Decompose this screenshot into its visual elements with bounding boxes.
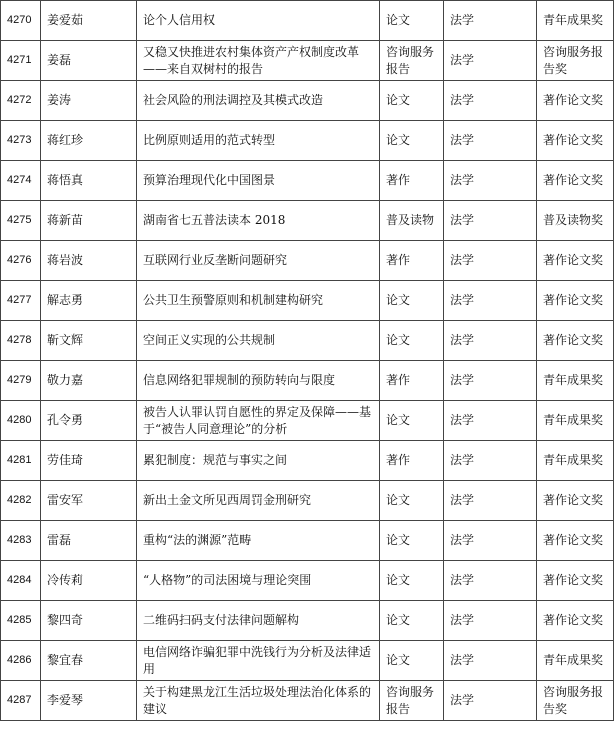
cell-award: 咨询服务报告奖 xyxy=(537,681,614,721)
cell-name: 雷磊 xyxy=(41,521,137,561)
cell-title: 被告人认罪认罚自愿性的界定及保障——基于“被告人同意理论”的分析 xyxy=(137,401,380,441)
cell-award: 著作论文奖 xyxy=(537,601,614,641)
cell-type: 论文 xyxy=(380,81,444,121)
table-body xyxy=(1,1,614,721)
cell-type: 著作 xyxy=(380,241,444,281)
cell-title: 空间正义实现的公共规制 xyxy=(137,321,380,361)
cell-title: 又稳又快推进农村集体资产产权制度改革——来自双树村的报告 xyxy=(137,41,380,81)
cell-award: 著作论文奖 xyxy=(537,481,614,521)
cell-type: 普及读物 xyxy=(380,201,444,241)
cell-field: 法学 xyxy=(444,161,537,201)
table-row xyxy=(1,481,614,521)
cell-award: 青年成果奖 xyxy=(537,641,614,681)
cell-award: 青年成果奖 xyxy=(537,361,614,401)
cell-title: 比例原则适用的范式转型 xyxy=(137,121,380,161)
cell-type: 著作 xyxy=(380,361,444,401)
cell-award: 著作论文奖 xyxy=(537,81,614,121)
cell-title: 公共卫生预警原则和机制建构研究 xyxy=(137,281,380,321)
cell-name: 劳佳琦 xyxy=(41,441,137,481)
table-row xyxy=(1,641,614,681)
cell-award: 著作论文奖 xyxy=(537,281,614,321)
cell-type: 著作 xyxy=(380,161,444,201)
cell-type: 论文 xyxy=(380,321,444,361)
cell-type: 论文 xyxy=(380,641,444,681)
cell-id: 4282 xyxy=(1,481,41,521)
table-row xyxy=(1,241,614,281)
cell-title: 新出土金文所见西周罚金刑研究 xyxy=(137,481,380,521)
cell-type: 论文 xyxy=(380,521,444,561)
cell-award: 著作论文奖 xyxy=(537,241,614,281)
cell-field: 法学 xyxy=(444,401,537,441)
cell-name: 解志勇 xyxy=(41,281,137,321)
cell-award: 青年成果奖 xyxy=(537,401,614,441)
cell-type: 论文 xyxy=(380,601,444,641)
table-row xyxy=(1,281,614,321)
cell-name: 蒋新苗 xyxy=(41,201,137,241)
cell-id: 4278 xyxy=(1,321,41,361)
cell-award: 青年成果奖 xyxy=(537,441,614,481)
cell-field: 法学 xyxy=(444,281,537,321)
cell-field: 法学 xyxy=(444,601,537,641)
cell-field: 法学 xyxy=(444,1,537,41)
cell-name: 姜涛 xyxy=(41,81,137,121)
table-row xyxy=(1,201,614,241)
table-row xyxy=(1,361,614,401)
cell-title: 互联网行业反垄断问题研究 xyxy=(137,241,380,281)
cell-award: 青年成果奖 xyxy=(537,1,614,41)
table-row xyxy=(1,681,614,721)
cell-id: 4277 xyxy=(1,281,41,321)
cell-title: 社会风险的刑法调控及其模式改造 xyxy=(137,81,380,121)
cell-type: 论文 xyxy=(380,561,444,601)
table-row xyxy=(1,161,614,201)
cell-field: 法学 xyxy=(444,441,537,481)
cell-field: 法学 xyxy=(444,641,537,681)
table-row xyxy=(1,401,614,441)
cell-name: 姜爱茹 xyxy=(41,1,137,41)
cell-name: 蒋红珍 xyxy=(41,121,137,161)
cell-id: 4280 xyxy=(1,401,41,441)
cell-award: 著作论文奖 xyxy=(537,521,614,561)
table-row xyxy=(1,601,614,641)
cell-type: 咨询服务报告 xyxy=(380,41,444,81)
cell-type: 论文 xyxy=(380,401,444,441)
cell-title: “人格物”的司法困境与理论突围 xyxy=(137,561,380,601)
cell-title: 关于构建黑龙江生活垃圾处理法治化体系的建议 xyxy=(137,681,380,721)
cell-field: 法学 xyxy=(444,201,537,241)
cell-award: 著作论文奖 xyxy=(537,121,614,161)
cell-name: 冷传莉 xyxy=(41,561,137,601)
cell-field: 法学 xyxy=(444,481,537,521)
cell-id: 4286 xyxy=(1,641,41,681)
cell-field: 法学 xyxy=(444,561,537,601)
cell-name: 蒋岩波 xyxy=(41,241,137,281)
cell-id: 4283 xyxy=(1,521,41,561)
table-row xyxy=(1,561,614,601)
cell-type: 咨询服务报告 xyxy=(380,681,444,721)
cell-field: 法学 xyxy=(444,361,537,401)
cell-field: 法学 xyxy=(444,321,537,361)
cell-id: 4285 xyxy=(1,601,41,641)
cell-field: 法学 xyxy=(444,81,537,121)
cell-id: 4279 xyxy=(1,361,41,401)
table-row xyxy=(1,1,614,41)
cell-name: 雷安军 xyxy=(41,481,137,521)
cell-title: 重构“法的渊源”范畴 xyxy=(137,521,380,561)
cell-name: 靳文辉 xyxy=(41,321,137,361)
cell-title: 累犯制度：规范与事实之间 xyxy=(137,441,380,481)
cell-award: 著作论文奖 xyxy=(537,561,614,601)
cell-award: 咨询服务报告奖 xyxy=(537,41,614,81)
cell-type: 著作 xyxy=(380,441,444,481)
cell-id: 4281 xyxy=(1,441,41,481)
cell-title: 湖南省七五普法读本 2018 xyxy=(137,201,380,241)
table-row xyxy=(1,41,614,81)
cell-id: 4272 xyxy=(1,81,41,121)
cell-award: 著作论文奖 xyxy=(537,321,614,361)
cell-field: 法学 xyxy=(444,121,537,161)
cell-id: 4284 xyxy=(1,561,41,601)
cell-name: 敬力嘉 xyxy=(41,361,137,401)
cell-type: 论文 xyxy=(380,1,444,41)
cell-name: 姜磊 xyxy=(41,41,137,81)
cell-name: 孔令勇 xyxy=(41,401,137,441)
cell-id: 4270 xyxy=(1,1,41,41)
cell-type: 论文 xyxy=(380,281,444,321)
cell-name: 蒋悟真 xyxy=(41,161,137,201)
table-row xyxy=(1,81,614,121)
cell-title: 信息网络犯罪规制的预防转向与限度 xyxy=(137,361,380,401)
cell-id: 4271 xyxy=(1,41,41,81)
cell-award: 著作论文奖 xyxy=(537,161,614,201)
cell-id: 4287 xyxy=(1,681,41,721)
cell-field: 法学 xyxy=(444,521,537,561)
cell-id: 4273 xyxy=(1,121,41,161)
table-row xyxy=(1,321,614,361)
table-row xyxy=(1,441,614,481)
cell-name: 黎宜春 xyxy=(41,641,137,681)
table-row xyxy=(1,521,614,561)
cell-name: 李爱琴 xyxy=(41,681,137,721)
cell-award: 普及读物奖 xyxy=(537,201,614,241)
table-row xyxy=(1,121,614,161)
cell-title: 预算治理现代化中国图景 xyxy=(137,161,380,201)
cell-type: 论文 xyxy=(380,481,444,521)
cell-id: 4276 xyxy=(1,241,41,281)
cell-title: 电信网络诈骗犯罪中洗钱行为分析及法律适用 xyxy=(137,641,380,681)
cell-id: 4275 xyxy=(1,201,41,241)
cell-id: 4274 xyxy=(1,161,41,201)
cell-title: 二维码扫码支付法律问题解构 xyxy=(137,601,380,641)
cell-type: 论文 xyxy=(380,121,444,161)
cell-field: 法学 xyxy=(444,681,537,721)
cell-title: 论个人信用权 xyxy=(137,1,380,41)
cell-field: 法学 xyxy=(444,41,537,81)
cell-name: 黎四奇 xyxy=(41,601,137,641)
cell-field: 法学 xyxy=(444,241,537,281)
